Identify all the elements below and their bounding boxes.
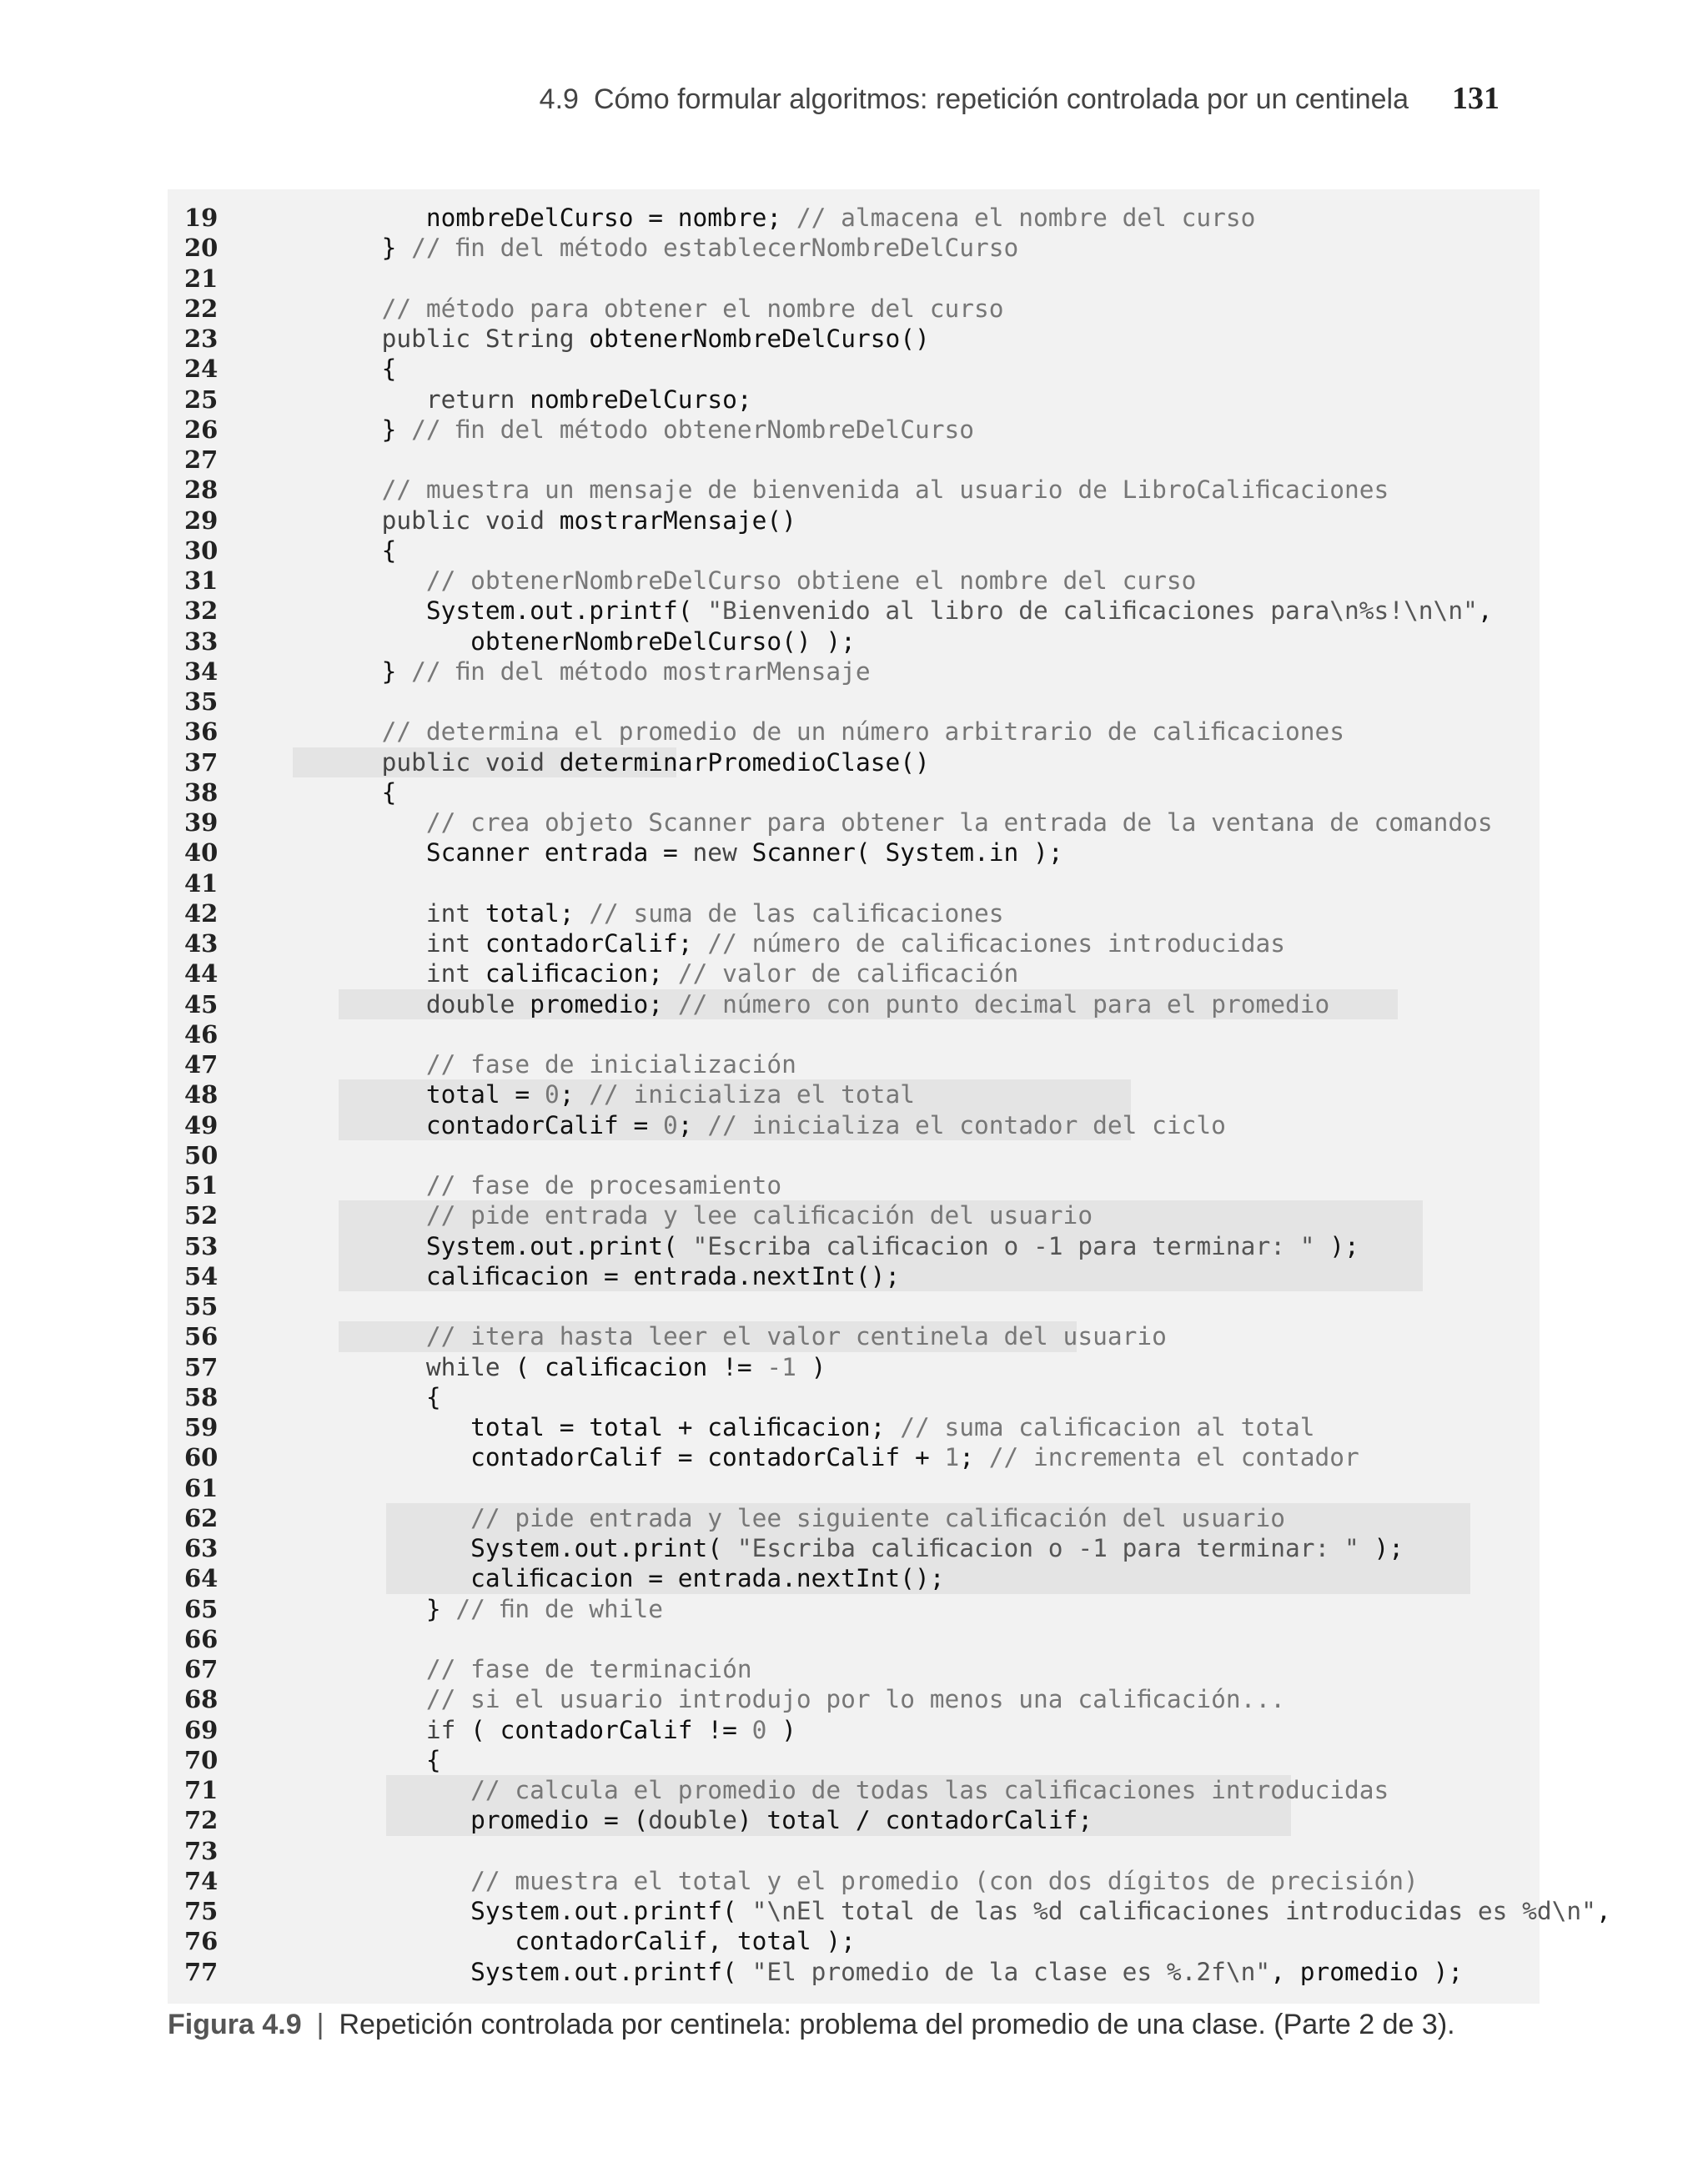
code-line	[168, 354, 1540, 384]
code-text: // itera hasta leer el valor centinela del usuario	[425, 1322, 1167, 1351]
caption-separator: |	[316, 2009, 324, 2040]
code-text: } // ﬁn del método obtenerNombreDelCurso	[293, 415, 974, 444]
line-number: 24	[184, 355, 219, 384]
line-number: 53	[184, 1231, 219, 1260]
line-number: 49	[184, 1110, 219, 1139]
line-number: 43	[184, 929, 219, 958]
code-line	[168, 868, 1540, 898]
code-line	[168, 898, 1540, 928]
code-text: } // ﬁn de while	[293, 1594, 664, 1623]
code-text: return nombreDelCurso;	[425, 385, 752, 414]
line-number: 27	[184, 445, 219, 474]
code-line	[168, 1412, 1540, 1442]
code-line	[168, 264, 1540, 294]
code-text: // pide entrada y lee caliﬁcación del usuario	[425, 1201, 1093, 1230]
code-line	[168, 1170, 1540, 1200]
line-number: 23	[184, 324, 219, 353]
code-line	[168, 777, 1540, 807]
code-line	[168, 1140, 1540, 1170]
code-text: public String obtenerNombreDelCurso()	[381, 324, 930, 353]
code-line	[168, 324, 1540, 354]
code-line	[168, 837, 1540, 868]
line-number: 55	[184, 1292, 219, 1320]
code-line	[168, 203, 1540, 233]
line-number: 51	[184, 1171, 219, 1200]
code-text: if ( contadorCalif != 0 )	[425, 1715, 796, 1744]
code-line	[168, 596, 1540, 626]
code-line	[168, 415, 1540, 445]
code-text: contadorCalif, total );	[293, 1927, 856, 1956]
code-text: System.out.print( "Escriba caliﬁcacion o -1 para terminar: " );	[293, 1534, 1404, 1562]
line-number: 22	[184, 294, 219, 323]
code-text: Scanner entrada = new Scanner( System.in );	[293, 838, 1063, 868]
code-listing	[168, 189, 1611, 2004]
section-title: Cómo formular algoritmos: repetición controlada por un centinela	[593, 83, 1409, 115]
code-line	[168, 1291, 1540, 1321]
line-number: 57	[184, 1352, 219, 1381]
line-number: 42	[184, 898, 219, 928]
caption-text: Repetición controlada por centinela: problema del promedio de una clase. (Parte 2 de 3).	[339, 2009, 1455, 2040]
line-number: 54	[184, 1261, 219, 1290]
code-line	[168, 1594, 1540, 1624]
code-line	[168, 1110, 1540, 1140]
code-line	[168, 1503, 1540, 1533]
code-text: int caliﬁcacion; // valor de caliﬁcación	[425, 959, 1019, 988]
code-line	[168, 1563, 1540, 1593]
code-line	[168, 1231, 1540, 1261]
line-number: 61	[184, 1473, 219, 1502]
code-line	[168, 1442, 1540, 1472]
line-number: 25	[184, 385, 219, 414]
code-text: // método para obtener el nombre del curso	[381, 294, 1004, 323]
line-number: 39	[184, 808, 219, 837]
line-number: 58	[184, 1382, 219, 1411]
line-number: 76	[184, 1927, 219, 1956]
code-line	[168, 958, 1540, 988]
code-text: int contadorCalif; // número de caliﬁcaciones introducidas	[425, 929, 1285, 958]
code-text: caliﬁcacion = entrada.nextInt();	[293, 1564, 945, 1593]
line-number: 70	[184, 1745, 219, 1774]
line-number: 30	[184, 536, 219, 565]
code-text: {	[293, 355, 397, 384]
line-number: 33	[184, 626, 219, 656]
code-text: // si el usuario introdujo por lo menos una caliﬁcación...	[425, 1685, 1285, 1714]
line-number: 31	[184, 566, 219, 595]
code-text: System.out.printf( "Bienvenido al libro de caliﬁcaciones para\n%s!\n\n",	[293, 596, 1493, 626]
code-text: // pide entrada y lee siguiente caliﬁcación del usuario	[470, 1503, 1285, 1532]
code-text: } // ﬁn del método establecerNombreDelCurso	[293, 234, 1019, 263]
code-line	[168, 1957, 1540, 1987]
code-line	[168, 445, 1540, 475]
line-number: 35	[184, 687, 219, 716]
code-text: System.out.printf( "El promedio de la clase es %.2f\n", promedio );	[293, 1957, 1464, 1986]
line-number: 34	[184, 656, 219, 686]
code-text: // fase de procesamiento	[425, 1171, 782, 1200]
code-line	[168, 1745, 1540, 1775]
code-line	[168, 1049, 1540, 1079]
code-line	[168, 687, 1540, 717]
line-number: 77	[184, 1957, 219, 1986]
code-line	[168, 807, 1540, 837]
code-line	[168, 656, 1540, 687]
code-line	[168, 1533, 1540, 1563]
code-text: double promedio; // número con punto decimal para el promedio	[425, 989, 1330, 1019]
code-text: {	[293, 1745, 441, 1774]
line-number: 63	[184, 1534, 219, 1562]
line-number: 68	[184, 1685, 219, 1714]
code-text: while ( caliﬁcacion != -1 )	[425, 1352, 826, 1381]
code-text: contadorCalif = contadorCalif + 1; // incrementa el contador	[293, 1443, 1359, 1472]
line-number: 19	[184, 204, 219, 232]
line-number: 67	[184, 1655, 219, 1683]
line-number: 75	[184, 1897, 219, 1925]
line-number: 56	[184, 1322, 219, 1351]
code-line	[168, 233, 1540, 263]
section-number: 4.9	[539, 83, 579, 115]
code-text: {	[293, 777, 397, 807]
line-number: 37	[184, 747, 219, 777]
page-number: 131	[1452, 81, 1500, 116]
code-text: obtenerNombreDelCurso() );	[293, 626, 856, 656]
code-line	[168, 1019, 1540, 1049]
line-number: 73	[184, 1836, 219, 1865]
code-text: total = total + caliﬁcacion; // suma caliﬁcacion al total	[293, 1413, 1315, 1441]
code-line	[168, 928, 1540, 958]
code-line	[168, 989, 1540, 1019]
code-line	[168, 1352, 1540, 1382]
figure-label: Figura 4.9	[168, 2009, 302, 2040]
line-number: 47	[184, 1050, 219, 1079]
code-line	[168, 1805, 1540, 1835]
line-number: 65	[184, 1594, 219, 1623]
line-number: 26	[184, 415, 219, 444]
line-number: 28	[184, 475, 219, 505]
code-text: {	[293, 1382, 441, 1411]
code-text: // crea objeto Scanner para obtener la entrada de la ventana de comandos	[425, 808, 1493, 837]
line-number: 40	[184, 838, 219, 868]
code-line	[168, 294, 1540, 324]
code-text: {	[293, 536, 397, 565]
code-text: // determina el promedio de un número arbitrario de caliﬁcaciones	[381, 717, 1345, 747]
line-number: 48	[184, 1080, 219, 1109]
code-text: contadorCalif = 0; // inicializa el contador del ciclo	[293, 1110, 1226, 1139]
code-line	[168, 1382, 1540, 1412]
code-line	[168, 1473, 1540, 1503]
running-head	[540, 80, 1500, 117]
code-line	[168, 1836, 1540, 1866]
line-number: 41	[184, 868, 219, 898]
code-line	[168, 1896, 1611, 1926]
code-line	[168, 1926, 1540, 1956]
code-line	[168, 626, 1540, 656]
code-line	[168, 1079, 1540, 1109]
code-text: // fase de inicialización	[425, 1050, 796, 1079]
code-text: total = 0; // inicializa el total	[293, 1080, 915, 1109]
code-text: System.out.printf( "\nEl total de las %d caliﬁcaciones introducidas es %d\n",	[293, 1897, 1611, 1925]
code-text: public void determinarPromedioClase()	[381, 747, 930, 777]
code-text: promedio = (double) total / contadorCalif;	[293, 1806, 1093, 1835]
code-line	[168, 1654, 1540, 1684]
code-line	[168, 566, 1540, 596]
line-number: 71	[184, 1776, 219, 1804]
line-number: 29	[184, 506, 219, 535]
code-line	[168, 1715, 1540, 1745]
code-line	[168, 1261, 1540, 1291]
line-number: 64	[184, 1564, 219, 1593]
line-number: 21	[184, 264, 219, 293]
line-number: 44	[184, 959, 219, 988]
line-number: 46	[184, 1019, 219, 1049]
code-line	[168, 747, 1540, 777]
code-text: // obtenerNombreDelCurso obtiene el nombre del curso	[425, 566, 1197, 595]
code-line	[168, 536, 1540, 566]
code-line	[168, 506, 1540, 536]
line-number: 59	[184, 1413, 219, 1441]
line-number: 60	[184, 1443, 219, 1472]
code-text: System.out.print( "Escriba caliﬁcacion o -1 para terminar: " );	[293, 1231, 1359, 1260]
code-line	[168, 1624, 1540, 1654]
code-line	[168, 1684, 1540, 1714]
code-text: // muestra un mensaje de bienvenida al usuario de LibroCaliﬁcaciones	[381, 475, 1389, 505]
line-number: 72	[184, 1806, 219, 1835]
code-line	[168, 385, 1540, 415]
code-text: caliﬁcacion = entrada.nextInt();	[293, 1261, 901, 1290]
line-number: 69	[184, 1715, 219, 1744]
code-text: public void mostrarMensaje()	[381, 506, 796, 535]
code-line	[168, 1866, 1540, 1896]
line-number: 50	[184, 1140, 219, 1169]
line-number: 32	[184, 596, 219, 626]
code-line	[168, 1775, 1540, 1805]
code-text: // calcula el promedio de todas las caliﬁcaciones introducidas	[470, 1776, 1389, 1804]
code-text: nombreDelCurso = nombre; // almacena el nombre del curso	[293, 204, 1256, 232]
line-number: 45	[184, 989, 219, 1019]
code-text: int total; // suma de las caliﬁcaciones	[425, 898, 1004, 928]
line-number: 74	[184, 1866, 219, 1895]
line-number: 38	[184, 777, 219, 807]
code-text: // fase de terminación	[425, 1655, 752, 1683]
line-number: 66	[184, 1624, 219, 1653]
code-text: // muestra el total y el promedio (con dos dígitos de precisión)	[470, 1866, 1419, 1895]
figure-caption	[168, 2009, 1455, 2041]
code-line	[168, 475, 1540, 505]
line-number: 52	[184, 1201, 219, 1230]
code-line	[168, 1321, 1540, 1351]
line-number: 36	[184, 717, 219, 747]
line-number: 62	[184, 1503, 219, 1532]
code-text: } // ﬁn del método mostrarMensaje	[293, 656, 871, 686]
code-line	[168, 1200, 1540, 1230]
line-number: 20	[184, 234, 219, 263]
code-line	[168, 717, 1540, 747]
